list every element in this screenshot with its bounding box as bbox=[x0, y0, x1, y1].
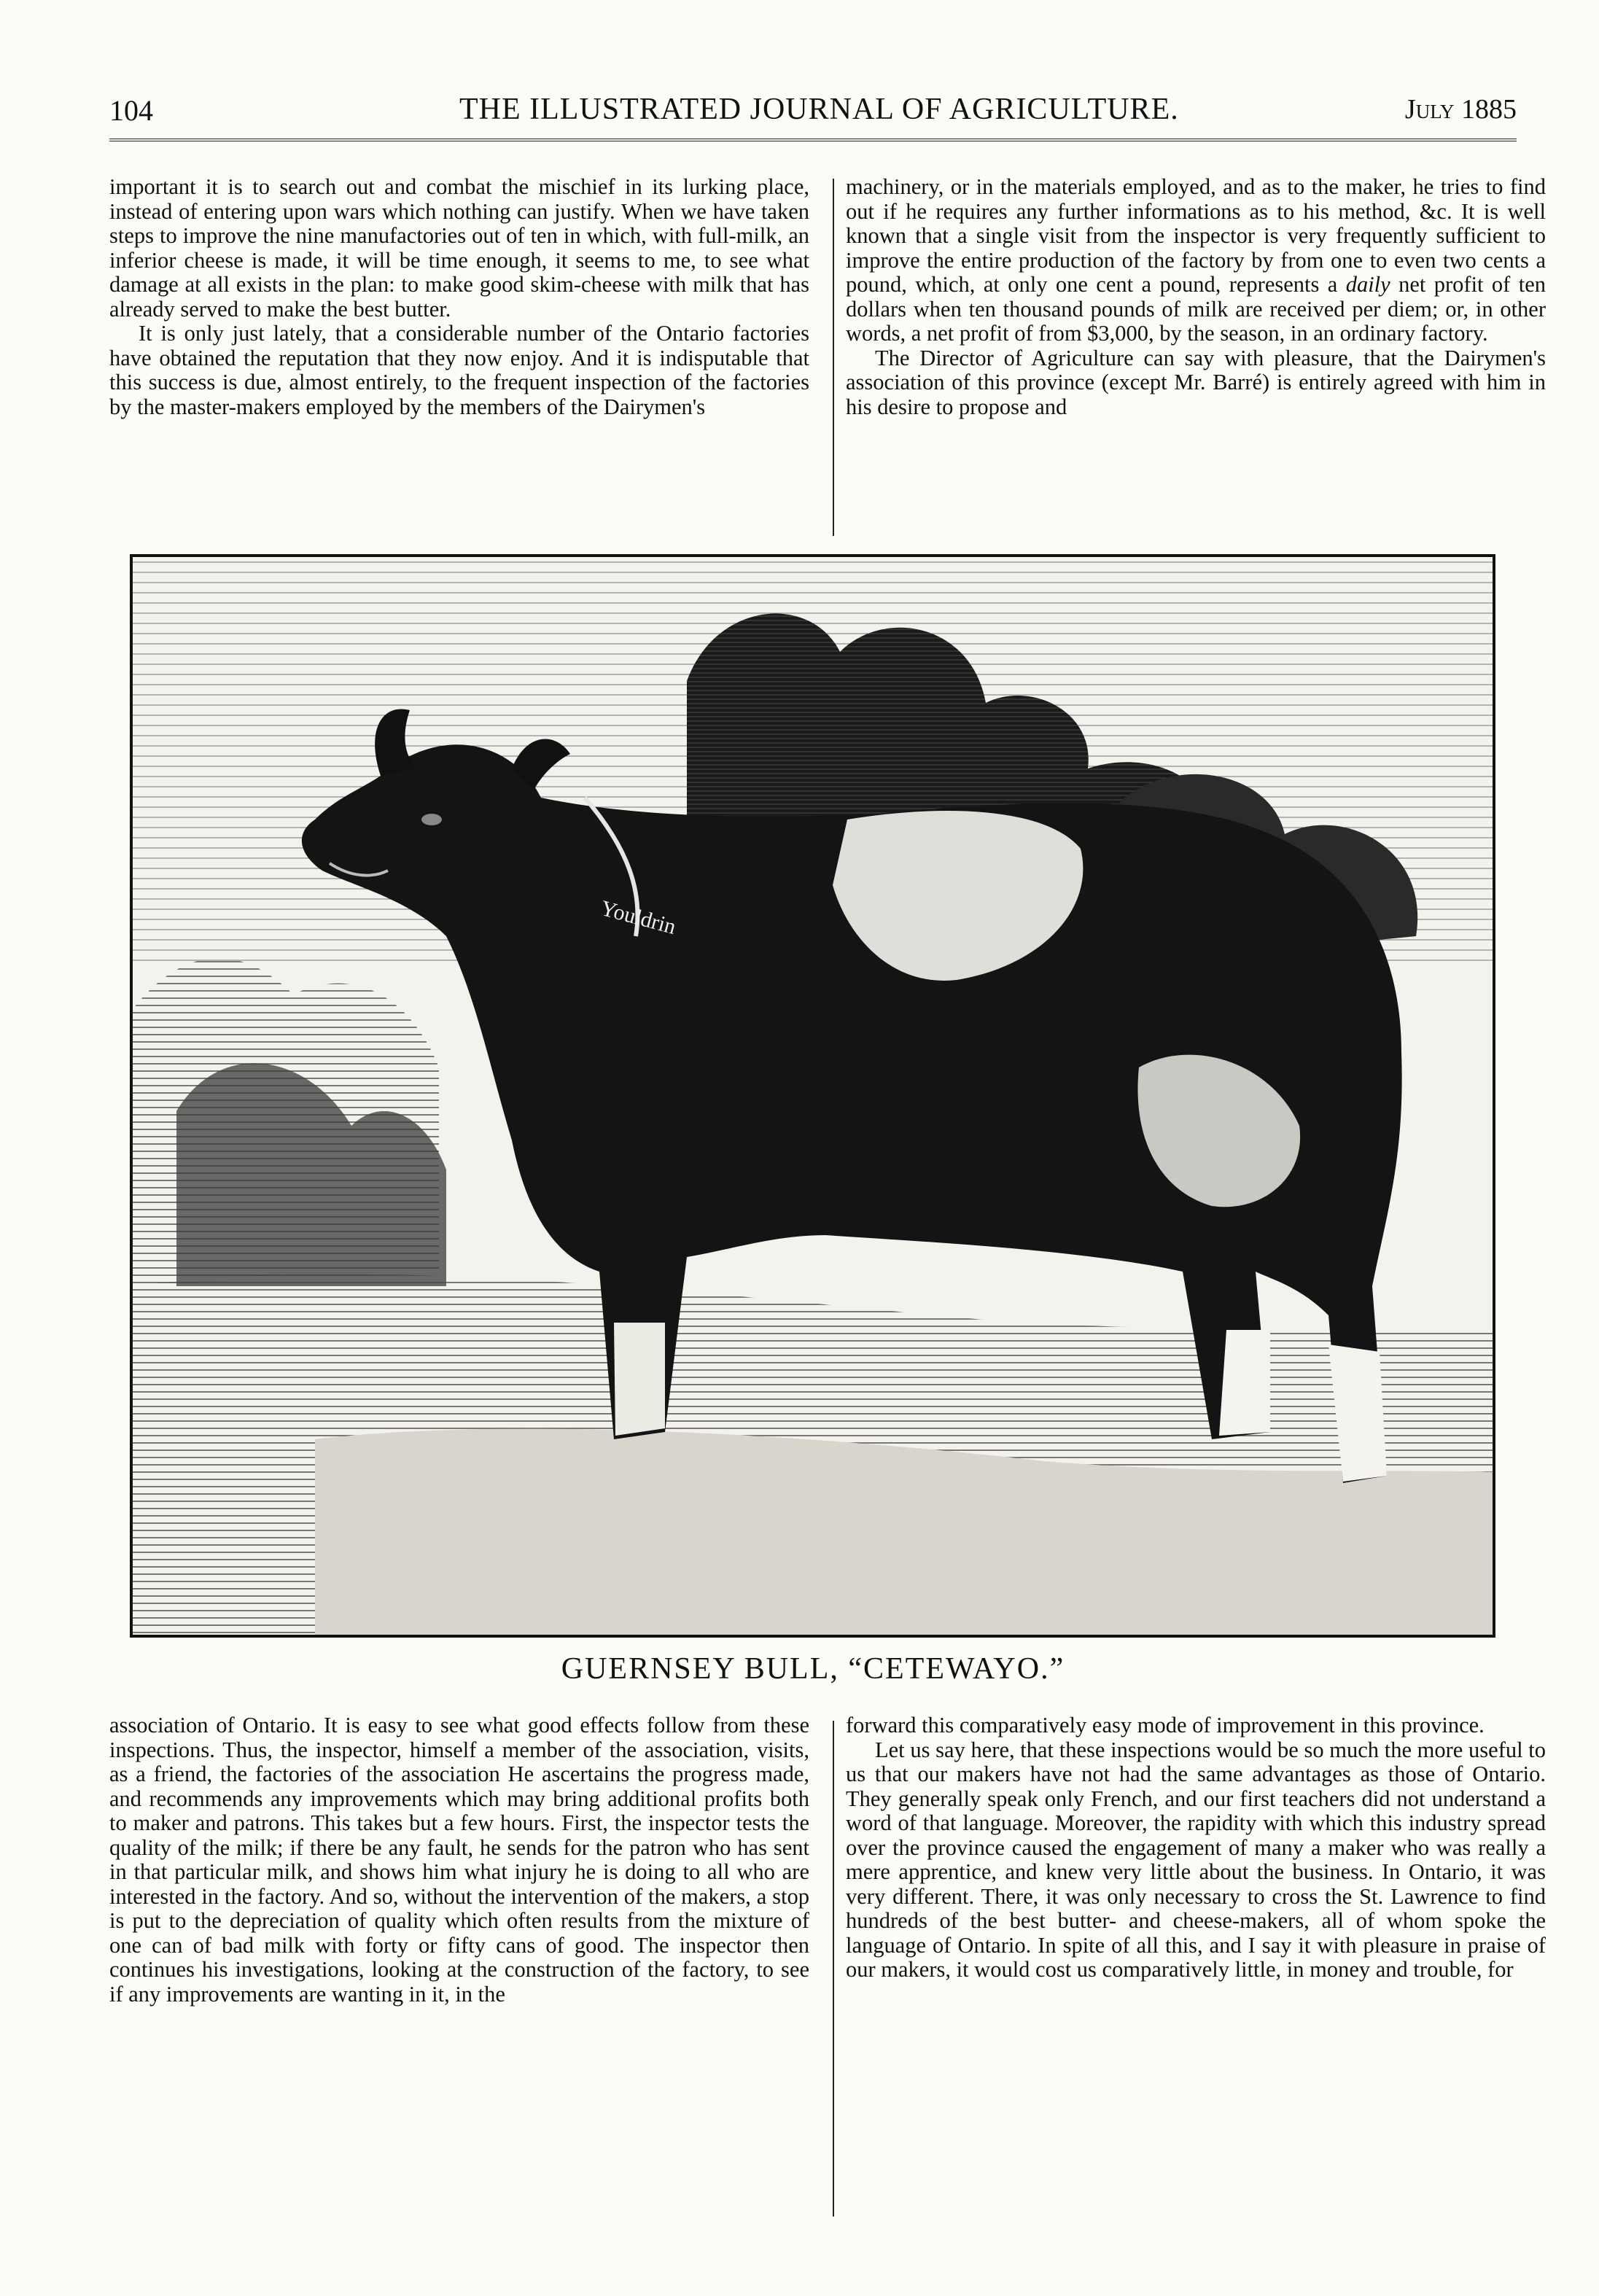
figure-caption: GUERNSEY BULL, “CETEWAYO.” bbox=[561, 1652, 1065, 1686]
guernsey-bull-engraving bbox=[130, 554, 1495, 1638]
page-number: 104 bbox=[109, 94, 153, 127]
header-rule bbox=[109, 139, 1517, 141]
journal-title: THE ILLUSTRATED JOURNAL OF AGRICULTURE. bbox=[459, 93, 1179, 126]
bottom-left-column bbox=[109, 1713, 809, 2007]
bottom-right-column bbox=[846, 1713, 1546, 1982]
column-divider bbox=[833, 1721, 834, 2217]
paragraph: The Director of Agriculture can say with pleasure, that the Dairymen's association of this province (except Mr. Barré) is entirely agreed with him in his desire to propose and bbox=[846, 345, 1546, 419]
paragraph: machinery, or in the materials employed, and as to the maker, he tries to find out if he requires any further informations as to his method, &c. It is well known that a single visit from the inspector is very frequently sufficient to improve the entire production of the factory by from one to even two cents a pound, which, at only one cent a pound, represents a daily net profit of ten dollars when ten thousand pounds of milk are received per diem; or, in other words, a net profit of from $3,000, by the season, in an ordinary factory. bbox=[846, 174, 1546, 346]
top-right-column bbox=[846, 175, 1546, 419]
paragraph: forward this comparatively easy mode of improvement in this province. bbox=[846, 1713, 1485, 1737]
running-header bbox=[109, 87, 1517, 131]
paragraph: It is only just lately, that a considerable number of the Ontario factories have obtained the reputation that they now enjoy. And it is indisputable that this success is due, almost entirely, to the frequent inspection of the factories by the master-makers employed by the members of the Dairymen's bbox=[109, 321, 809, 419]
paragraph: important it is to search out and combat the mischief in its lurking place, instead of entering upon wars which nothing can justify. When we have taken steps to improve the nine manufactories out of ten in which, with full-milk, an inferior cheese is made, it will be time enough, it seems to me, to see what damage at all exists in the plan: to make good skim-cheese with milk that has already served to make the best butter. bbox=[109, 174, 809, 322]
bull-illustration bbox=[133, 557, 1493, 1635]
collar-text: Youldrin bbox=[598, 895, 679, 940]
paragraph: Let us say here, that these inspections would be so much the more useful to us that our makers have not had the same advantages as those of Ontario. They generally speak only French, and our first teachers did not understand a word of that language. Moreover, the rapidity with which this industry spread over the province caused the engagement of many a maker who was really a mere apprentice, and knew very little about the business. In Ontario, it was very different. There, it was only necessary to cross the St. Lawrence to find hundreds of the best butter- and cheese-makers, all of whom spoke the language of Ontario. In spite of all this, and I say it with pleasure in praise of our makers, it would cost us comparatively little, in money and trouble, for bbox=[846, 1737, 1546, 1982]
column-divider bbox=[833, 179, 834, 536]
top-left-column bbox=[109, 175, 809, 419]
issue-date: July 1885 bbox=[1404, 94, 1517, 125]
paragraph: association of Ontario. It is easy to see what good effects follow from these inspections. Thus, the inspector, himself a member of the association, visits, as a friend, the factories of the association He ascertains the progress made, and recommends any improvements which may bring additional profits both to maker and patrons. This takes but a few hours. First, the inspector tests the quality of the milk; if there be any fault, he sends for the patron who has sent in that particular milk, and shows him what injury he is doing to all who are interested in the factory. And so, without the intervention of the makers, a stop is put to the depreciation of quality which often results from the mixture of one can of bad milk with forty or fifty cans of good. The inspector then continues his investigations, looking at the construction of the factory, to see if any improvements are wanting in it, in the bbox=[109, 1713, 809, 2007]
